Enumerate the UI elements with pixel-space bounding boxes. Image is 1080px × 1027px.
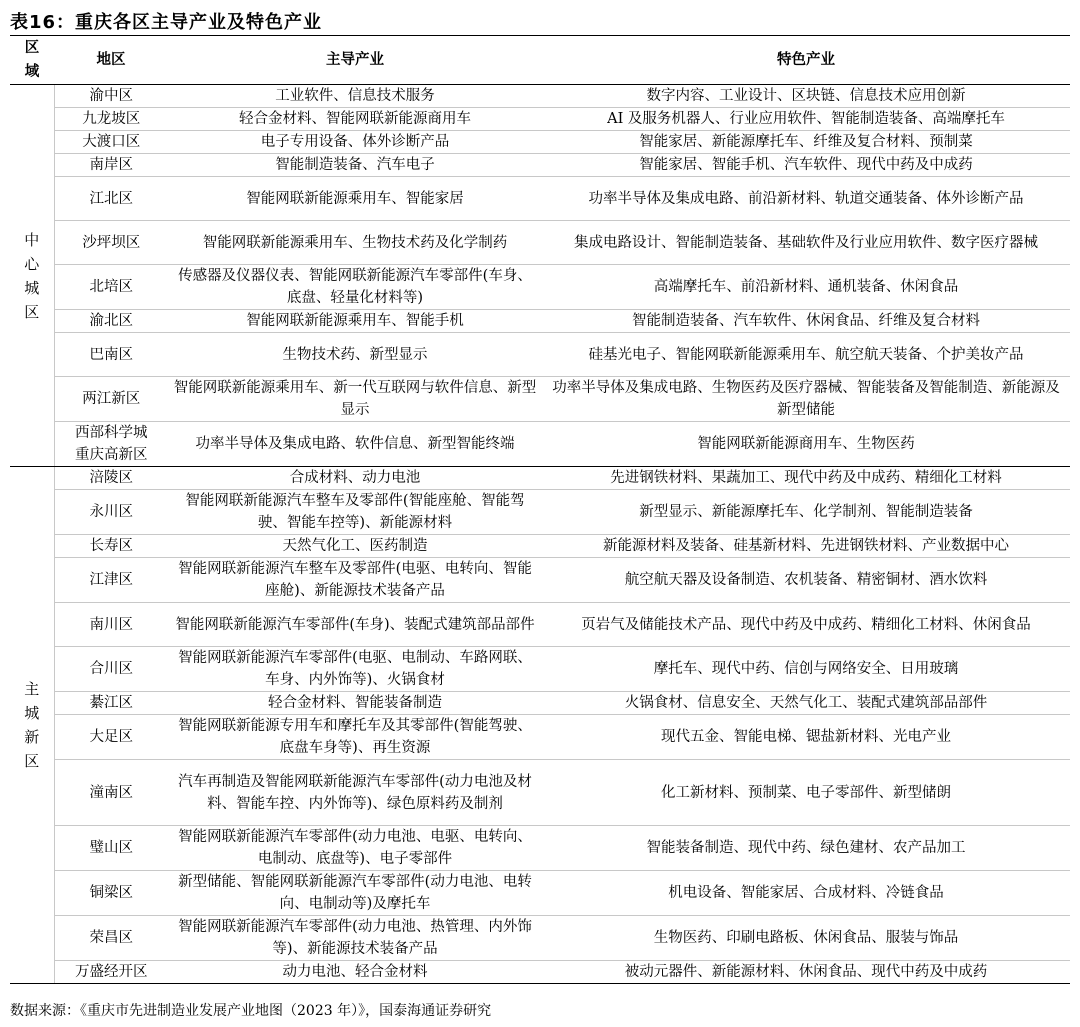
header-leading: 主导产业	[168, 36, 542, 85]
table-row	[10, 961, 1070, 984]
data-source-note: 数据来源：《重庆市先进制造业发展产业地图（2023 年）》，国泰海通证券研究	[10, 1003, 492, 1019]
district-cell: 南岸区	[54, 154, 168, 177]
table-row	[10, 647, 1070, 692]
special-industry-cell: 智能制造装备、汽车软件、休闲食品、纤维及复合材料	[542, 310, 1070, 333]
special-industry-cell: 智能家居、新能源摩托车、纤维及复合材料、预制菜	[542, 131, 1070, 154]
header-special: 特色产业	[542, 36, 1070, 85]
leading-industry-cell: 智能网联新能源汽车零部件(动力电池、热管理、内外饰等)、新能源技术装备产品	[168, 916, 542, 961]
table-row	[10, 558, 1070, 603]
table-row	[10, 603, 1070, 647]
district-cell: 西部科学城重庆高新区	[54, 422, 168, 467]
special-industry-cell: 现代五金、智能电梯、锶盐新材料、光电产业	[542, 715, 1070, 760]
special-industry-cell: AI 及服务机器人、行业应用软件、智能制造装备、高端摩托车	[542, 108, 1070, 131]
district-cell: 涪陵区	[54, 467, 168, 490]
table-row	[10, 760, 1070, 826]
leading-industry-cell: 轻合金材料、智能装备制造	[168, 692, 542, 715]
leading-industry-cell: 动力电池、轻合金材料	[168, 961, 542, 984]
table-row	[10, 154, 1070, 177]
district-cell: 綦江区	[54, 692, 168, 715]
district-cell: 两江新区	[54, 377, 168, 422]
table-row	[10, 422, 1070, 467]
district-cell: 北培区	[54, 265, 168, 310]
leading-industry-cell: 智能网联新能源乘用车、生物技术药及化学制药	[168, 221, 542, 265]
district-cell: 江北区	[54, 177, 168, 221]
district-cell: 永川区	[54, 490, 168, 535]
leading-industry-cell: 汽车再制造及智能网联新能源汽车零部件(动力电池及材料、智能车控、内外饰等)、绿色原料药及制剂	[168, 760, 542, 826]
table-row	[10, 715, 1070, 760]
special-industry-cell: 新型显示、新能源摩托车、化学制剂、智能制造装备	[542, 490, 1070, 535]
table-row	[10, 221, 1070, 265]
district-cell: 大渡口区	[54, 131, 168, 154]
table-row	[10, 871, 1070, 916]
district-cell: 江津区	[54, 558, 168, 603]
region-cell: 主城新区	[10, 467, 54, 984]
table-row	[10, 916, 1070, 961]
leading-industry-cell: 天然气化工、医药制造	[168, 535, 542, 558]
table-row	[10, 826, 1070, 871]
special-industry-cell: 机电设备、智能家居、合成材料、冷链食品	[542, 871, 1070, 916]
table-row	[10, 177, 1070, 221]
leading-industry-cell: 工业软件、信息技术服务	[168, 85, 542, 108]
leading-industry-cell: 智能网联新能源汽车零部件(车身)、装配式建筑部品部件	[168, 603, 542, 647]
district-cell: 铜梁区	[54, 871, 168, 916]
table-body	[10, 85, 1070, 984]
header-row	[10, 36, 1070, 85]
district-cell: 合川区	[54, 647, 168, 692]
table-row	[10, 108, 1070, 131]
leading-industry-cell: 智能网联新能源汽车零部件(电驱、电制动、车路网联、车身、内外饰等)、火锅食材	[168, 647, 542, 692]
leading-industry-cell: 智能网联新能源乘用车、智能家居	[168, 177, 542, 221]
special-industry-cell: 新能源材料及装备、硅基新材料、先进钢铁材料、产业数据中心	[542, 535, 1070, 558]
leading-industry-cell: 智能制造装备、汽车电子	[168, 154, 542, 177]
district-cell: 大足区	[54, 715, 168, 760]
special-industry-cell: 智能家居、智能手机、汽车软件、现代中药及中成药	[542, 154, 1070, 177]
leading-industry-cell: 功率半导体及集成电路、软件信息、新型智能终端	[168, 422, 542, 467]
table-row	[10, 85, 1070, 108]
district-cell: 沙坪坝区	[54, 221, 168, 265]
special-industry-cell: 功率半导体及集成电路、生物医药及医疗器械、智能装备及智能制造、新能源及新型储能	[542, 377, 1070, 422]
district-cell: 九龙坡区	[54, 108, 168, 131]
table-row	[10, 535, 1070, 558]
leading-industry-cell: 轻合金材料、智能网联新能源商用车	[168, 108, 542, 131]
special-industry-cell: 智能网联新能源商用车、生物医药	[542, 422, 1070, 467]
special-industry-cell: 摩托车、现代中药、信创与网络安全、日用玻璃	[542, 647, 1070, 692]
table-row	[10, 692, 1070, 715]
special-industry-cell: 页岩气及储能技术产品、现代中药及中成药、精细化工材料、休闲食品	[542, 603, 1070, 647]
table-row	[10, 131, 1070, 154]
district-cell: 璧山区	[54, 826, 168, 871]
table-row	[10, 377, 1070, 422]
leading-industry-cell: 智能网联新能源专用车和摩托车及其零部件(智能驾驶、底盘车身等)、再生资源	[168, 715, 542, 760]
special-industry-cell: 被动元器件、新能源材料、休闲食品、现代中药及中成药	[542, 961, 1070, 984]
special-industry-cell: 高端摩托车、前沿新材料、通机装备、休闲食品	[542, 265, 1070, 310]
special-industry-cell: 先进钢铁材料、果蔬加工、现代中药及中成药、精细化工材料	[542, 467, 1070, 490]
leading-industry-cell: 智能网联新能源乘用车、智能手机	[168, 310, 542, 333]
leading-industry-cell: 智能网联新能源汽车整车及零部件(电驱、电转向、智能座舱)、新能源技术装备产品	[168, 558, 542, 603]
special-industry-cell: 化工新材料、预制菜、电子零部件、新型储朗	[542, 760, 1070, 826]
district-cell: 潼南区	[54, 760, 168, 826]
leading-industry-cell: 智能网联新能源汽车整车及零部件(智能座舱、智能驾驶、智能车控等)、新能源材料	[168, 490, 542, 535]
header-district: 地区	[54, 36, 168, 85]
leading-industry-cell: 智能网联新能源乘用车、新一代互联网与软件信息、新型显示	[168, 377, 542, 422]
district-cell: 渝北区	[54, 310, 168, 333]
region-cell: 中心城区	[10, 85, 54, 467]
special-industry-cell: 功率半导体及集成电路、前沿新材料、轨道交通装备、体外诊断产品	[542, 177, 1070, 221]
special-industry-cell: 硅基光电子、智能网联新能源乘用车、航空航天装备、个护美妆产品	[542, 333, 1070, 377]
district-cell: 巴南区	[54, 333, 168, 377]
leading-industry-cell: 合成材料、动力电池	[168, 467, 542, 490]
leading-industry-cell: 新型储能、智能网联新能源汽车零部件(动力电池、电转向、电制动等)及摩托车	[168, 871, 542, 916]
district-cell: 万盛经开区	[54, 961, 168, 984]
district-cell: 南川区	[54, 603, 168, 647]
header-region: 区域	[10, 36, 54, 85]
special-industry-cell: 航空航天器及设备制造、农机装备、精密铜材、酒水饮料	[542, 558, 1070, 603]
leading-industry-cell: 生物技术药、新型显示	[168, 333, 542, 377]
leading-industry-cell: 电子专用设备、体外诊断产品	[168, 131, 542, 154]
special-industry-cell: 集成电路设计、智能制造装备、基础软件及行业应用软件、数字医疗器械	[542, 221, 1070, 265]
district-cell: 荣昌区	[54, 916, 168, 961]
special-industry-cell: 智能装备制造、现代中药、绿色建材、农产品加工	[542, 826, 1070, 871]
district-cell: 渝中区	[54, 85, 168, 108]
special-industry-cell: 生物医药、印刷电路板、休闲食品、服装与饰品	[542, 916, 1070, 961]
leading-industry-cell: 传感器及仪器仪表、智能网联新能源汽车零部件(车身、底盘、轻量化材料等)	[168, 265, 542, 310]
industry-table	[10, 36, 1070, 984]
table-row	[10, 490, 1070, 535]
table-row	[10, 467, 1070, 490]
special-industry-cell: 数字内容、工业设计、区块链、信息技术应用创新	[542, 85, 1070, 108]
district-cell: 长寿区	[54, 535, 168, 558]
special-industry-cell: 火锅食材、信息安全、天然气化工、装配式建筑部品部件	[542, 692, 1070, 715]
table-row	[10, 333, 1070, 377]
table-title: 表16：重庆各区主导产业及特色产业	[10, 12, 323, 33]
table-row	[10, 310, 1070, 333]
leading-industry-cell: 智能网联新能源汽车零部件(动力电池、电驱、电转向、电制动、底盘等)、电子零部件	[168, 826, 542, 871]
table-row	[10, 265, 1070, 310]
